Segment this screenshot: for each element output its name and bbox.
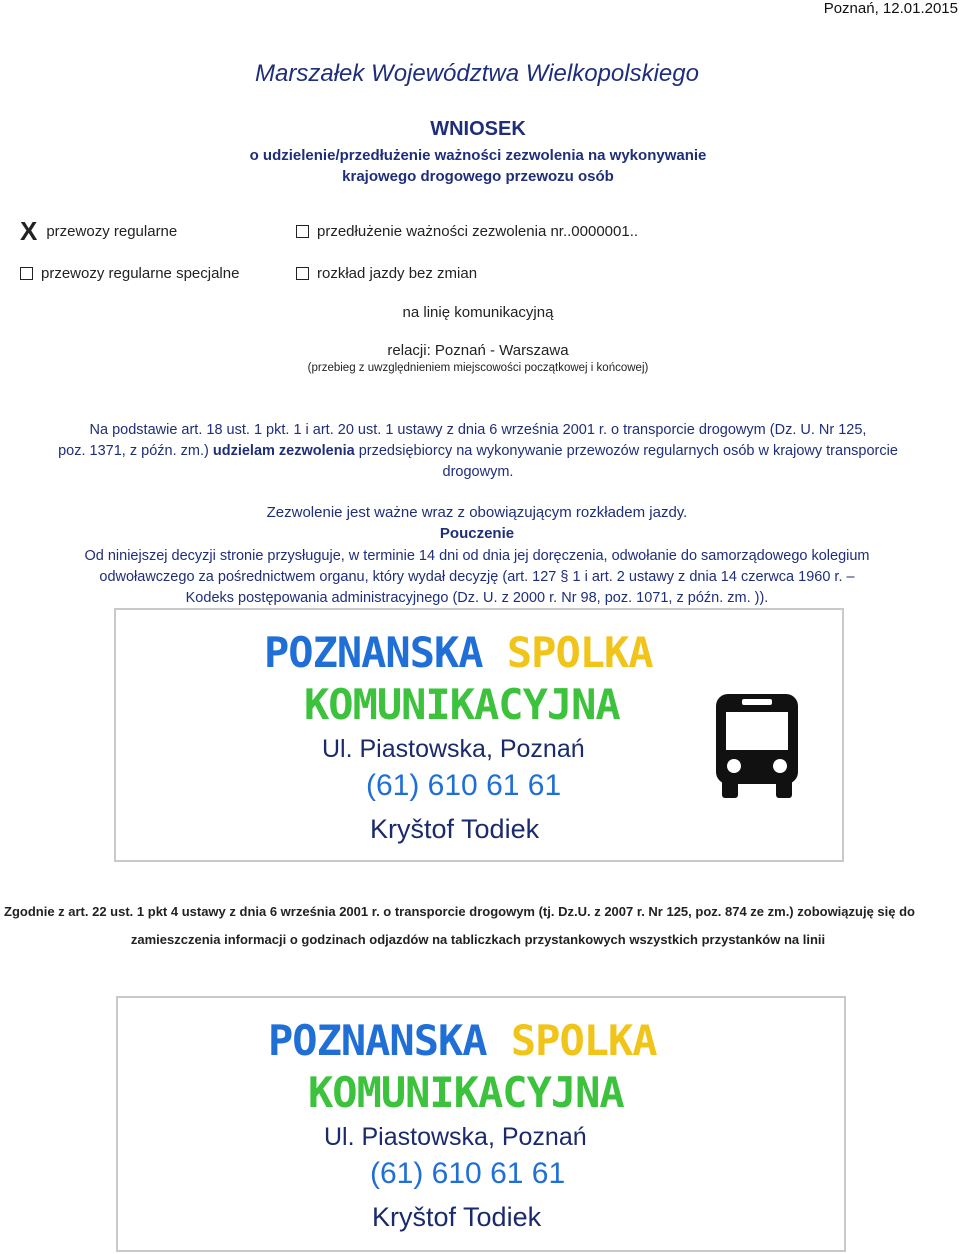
instruction-line-2: odwoławczego za pośrednictwem organu, który wydał decyzję (art. 127 § 1 i art. 2 ustawy z dnia 14 czerwca 1960 r. – (99, 569, 855, 585)
instruction-line-3: Kodeks postępowania administracyjnego (Dz. U. z 2000 r. Nr 98, poz. 1071, z późn. zm. )). (185, 590, 769, 606)
option-regular[interactable] (20, 218, 177, 244)
checkbox-icon (20, 267, 33, 280)
option-special[interactable] (20, 265, 239, 282)
stamp-title-line-1 (264, 630, 653, 676)
relation-note: (przebieg z uwzględnieniem miejscowości początkowej i końcowej) (307, 362, 649, 374)
document-subtitle (0, 145, 956, 187)
recipient: Marszałek Województwa Wielkopolskiego (255, 60, 699, 87)
company-stamp-2 (116, 996, 846, 1252)
checkbox-icon (296, 267, 309, 280)
subtitle-line-2: krajowego drogowego przewozu osób (342, 168, 614, 185)
stamp-phone: (61) 610 61 61 (370, 1157, 566, 1190)
document-date: Poznań, 12.01.2015 (823, 0, 958, 17)
decision-line-1: Na podstawie art. 18 ust. 1 pkt. 1 i art. 20 ust. 1 ustawy z dnia 6 września 2001 r. o transporcie drogowym (Dz. U. Nr 125, (89, 422, 867, 438)
option-regular-label: przewozy regularne (46, 222, 178, 240)
validity-note: Zezwolenie jest ważne wraz z obowiązującym rozkładem jazdy. (266, 504, 688, 521)
stamp-word-3: KOMUNIKACYJNA (308, 1068, 624, 1117)
decision-line-2-start: poz. 1371, z późn. zm.) (58, 443, 209, 459)
stamp-name: Kryštof Todiek (372, 1202, 542, 1232)
stamp-name: Kryštof Todiek (370, 814, 540, 844)
checkbox-icon (296, 225, 309, 238)
decision-line-3: drogowym. (442, 464, 514, 480)
option-special-label: przewozy regularne specjalne (41, 265, 240, 282)
option-extension-label: przedłużenie ważności zezwolenia nr..0000001.. (317, 223, 639, 240)
company-stamp (114, 608, 844, 862)
relation: relacji: Poznań - Warszawa (387, 342, 569, 359)
stamp-address: Ul. Piastowska, Poznań (322, 735, 585, 763)
instruction-heading: Pouczenie (439, 525, 515, 542)
stamp-word-1: POZNANSKA (264, 628, 483, 677)
stamp-phone: (61) 610 61 61 (366, 769, 562, 802)
instruction-line-1: Od niniejszej decyzji stronie przysługuje, w terminie 14 dni od dnia jej doręczenia, odwołanie do samorządowego kolegium (84, 548, 870, 564)
option-extension[interactable] (296, 223, 638, 240)
decision-paragraph (24, 420, 932, 483)
stamp-word-1: POZNANSKA (268, 1016, 487, 1065)
decision-line-2 (24, 441, 932, 462)
subtitle-line-1: o udzielenie/przedłużenie ważności zezwolenia na wykonywanie (249, 147, 707, 164)
stamp-word-2: SPOLKA (510, 1016, 657, 1065)
bus-icon (714, 690, 800, 800)
commitment-line-1: Zgodnie z art. 22 ust. 1 pkt 4 ustawy z dnia 6 września 2001 r. o transporcie drogowym (tj. Dz.U. z 2007 r. Nr 125, poz. 874 ze zm.) zobowiązuję się do (4, 904, 915, 919)
stamp-word-2: SPOLKA (506, 628, 653, 677)
commitment-line-2: zamieszczenia informacji o godzinach odjazdów na tabliczkach przystankowych wszystkich przystanków na linii (130, 932, 826, 947)
checked-x-mark: X (20, 216, 38, 246)
document-title: WNIOSEK (430, 118, 526, 140)
stamp-title-line-1 (268, 1018, 657, 1064)
option-timetable[interactable] (296, 265, 477, 282)
decision-line-2-end: przedsiębiorcy na wykonywanie przewozów regularnych osób w krajowy transporcie (358, 443, 898, 459)
decision-grant: udzielam zezwolenia (212, 443, 355, 459)
instruction-text (30, 546, 924, 609)
stamp-address: Ul. Piastowska, Poznań (324, 1123, 587, 1151)
line-label: na linię komunikacyjną (402, 304, 554, 321)
option-timetable-label: rozkład jazdy bez zmian (317, 265, 478, 282)
stamp-word-3: KOMUNIKACYJNA (304, 680, 620, 729)
